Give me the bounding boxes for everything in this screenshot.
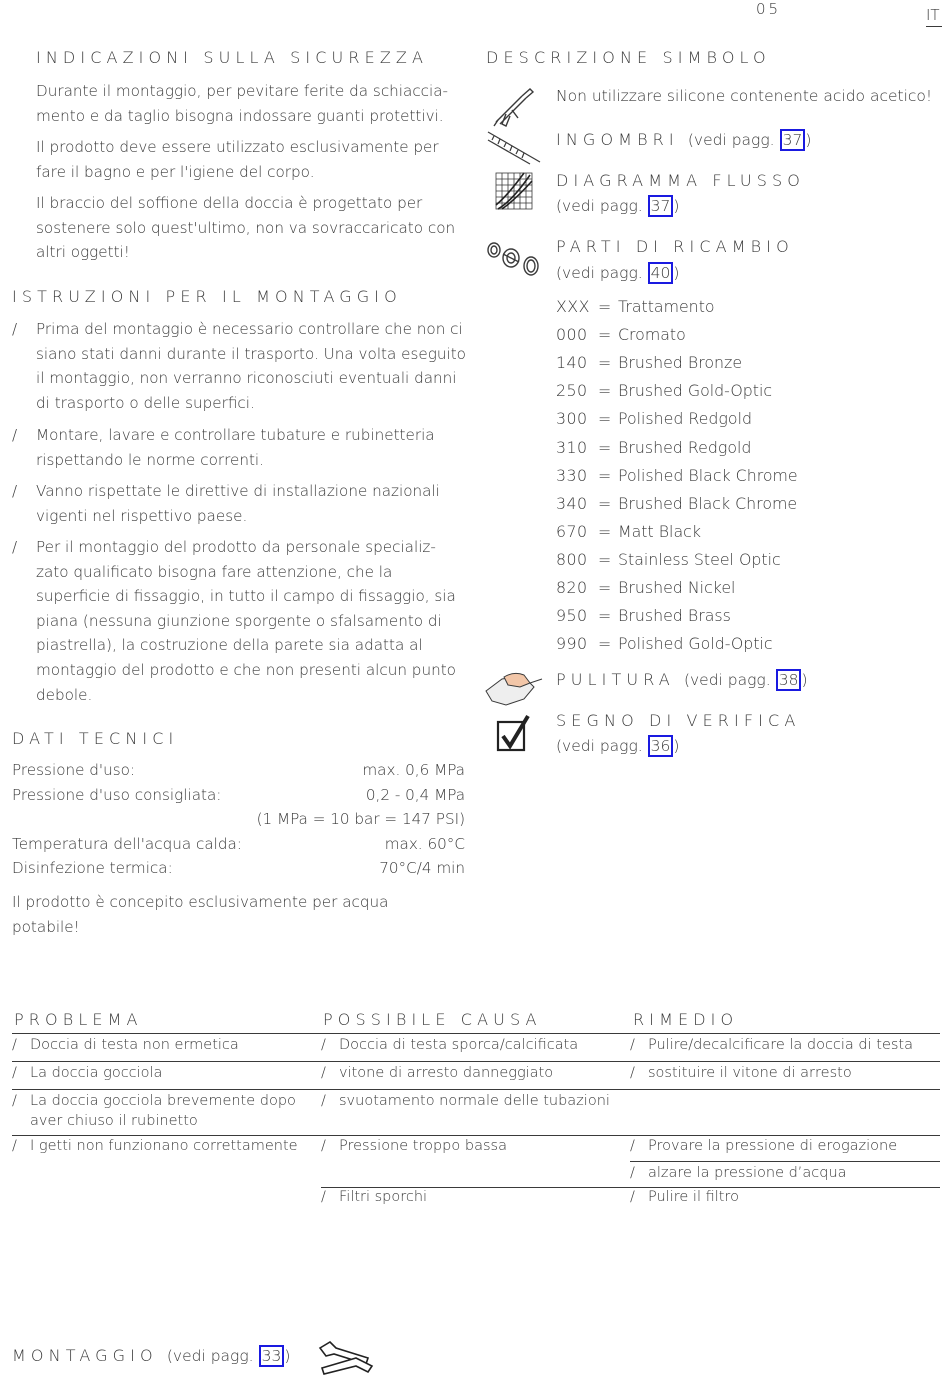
bullet: / (630, 1165, 635, 1181)
problem-text: La doccia gocciola (30, 1065, 163, 1081)
tech-value: 70°C/4 min (379, 859, 465, 877)
equals-sign: = (598, 409, 612, 428)
finish-code-row (556, 606, 731, 625)
cause-cell (321, 1136, 621, 1156)
verification-page-link[interactable]: 36 (648, 735, 674, 757)
technical-data-heading: DATI TECNICI (12, 729, 179, 748)
finish-code: XXX (556, 297, 590, 316)
remedy-cell (630, 1163, 940, 1183)
cause-text: Doccia di testa sporca/calcificata (339, 1037, 579, 1053)
finish-name: Polished Gold-Optic (618, 634, 773, 653)
finish-code: 140 (556, 353, 588, 372)
finish-code: 820 (556, 578, 588, 597)
cause-text: Filtri sporchi (339, 1189, 428, 1205)
cleaning-page-link[interactable]: 38 (776, 669, 802, 691)
finish-code-row (556, 409, 752, 428)
problem-cell (12, 1091, 312, 1131)
remedy-text: Pulire il filtro (648, 1189, 739, 1205)
remedy-text: sostituire il vitone di arresto (648, 1065, 852, 1081)
finish-code-row (556, 381, 772, 400)
silicone-note: Non utilizzare silicone contenente acido acetico! (556, 87, 933, 105)
finish-code: 330 (556, 466, 588, 485)
problem-cell (12, 1063, 312, 1083)
cause-cell (321, 1063, 621, 1083)
finish-name: Stainless Steel Optic (618, 550, 781, 569)
cleaning-label: PULITURA (556, 670, 675, 689)
checkmark-box-icon (494, 712, 534, 754)
problem-text: Doccia di testa non ermetica (30, 1037, 239, 1053)
safety-paragraph-3: Il braccio del soffione della doccia è progettato per sostenere solo quest'ultimo, non va sovraccaricato con altri oggetti! (36, 194, 456, 262)
bullet: / (12, 538, 18, 556)
bullet: / (12, 482, 18, 500)
table-divider (12, 1089, 940, 1090)
bullet: / (321, 1189, 326, 1205)
assembly-page-link[interactable]: 33 (259, 1345, 285, 1367)
equals-sign: = (598, 297, 612, 316)
language-tag: IT (926, 6, 942, 27)
table-divider (630, 1161, 940, 1162)
flow-diagram-page (556, 195, 679, 217)
finish-name: Cromato (618, 325, 686, 344)
tech-row (12, 810, 465, 828)
equals-sign: = (598, 522, 612, 541)
instruction-text: Montare, lavare e controllare tubature e rubinetteria rispettando le norme correnti. (36, 426, 435, 469)
finish-code: 800 (556, 550, 588, 569)
tech-value: (1 MPa = 10 bar = 147 PSI) (256, 810, 465, 828)
bullet: / (12, 320, 18, 338)
equals-sign: = (598, 606, 612, 625)
bullet: / (630, 1138, 635, 1154)
verification-title: SEGNO DI VERIFICA (556, 711, 801, 730)
equals-sign: = (598, 578, 612, 597)
silicone-gun-icon (492, 86, 536, 128)
bullet: / (12, 1093, 17, 1109)
finish-code-row (556, 578, 735, 597)
cause-text: Pressione troppo bassa (339, 1138, 507, 1154)
cleaning-hand-icon (484, 669, 544, 709)
page-number: 05 (756, 0, 782, 18)
see-page-text: (vedi pagg. (556, 197, 643, 215)
close-paren: ) (284, 1347, 291, 1365)
finish-name: Brushed Redgold (618, 438, 752, 457)
bullet: / (321, 1093, 326, 1109)
instruction-text: Vanno rispettate le direttive di installazione nazionali vigenti nel rispettivo paese. (36, 482, 440, 525)
see-page-text: (vedi pagg. (683, 671, 771, 689)
equals-sign: = (598, 466, 612, 485)
finish-code-row (556, 522, 701, 541)
assembly-instructions-heading: ISTRUZIONI PER IL MONTAGGIO (12, 287, 402, 306)
equals-sign: = (598, 325, 612, 344)
table-divider (12, 1033, 940, 1034)
cause-text: vitone di arresto danneggiato (339, 1065, 554, 1081)
remedy-column-header: RIMEDIO (633, 1010, 739, 1029)
finish-code: 300 (556, 409, 588, 428)
remedy-cell (630, 1063, 940, 1083)
problem-text: I getti non funzionano correttamente (30, 1138, 298, 1154)
table-divider (12, 1061, 940, 1062)
flow-diagram-icon (494, 171, 534, 211)
assembly-label: MONTAGGIO (12, 1346, 158, 1365)
ruler-icon (486, 128, 542, 166)
cause-text: svuotamento normale delle tubazioni (339, 1093, 610, 1109)
tech-label: Pressione d'uso consigliata: (12, 786, 222, 804)
drinking-water-note: Il prodotto è concepito esclusivamente per acqua potabile! (12, 893, 389, 936)
equals-sign: = (598, 438, 612, 457)
problem-column-header: PROBLEMA (14, 1010, 143, 1029)
instruction-text: Per il montaggio del prodotto da personale specializ-zato qualificato bisogna fare attenzione, che la superficie di fissaggio, in tutto il campo di fissaggio, sia piana (nessuna giunzione sporgente o sfalsamento di piastrella), la costruzione della parete sia adatta al montaggio del prodotto e che non presenti alcun punto debole. (36, 538, 456, 704)
close-paren: ) (801, 671, 808, 689)
equals-sign: = (598, 550, 612, 569)
finish-name: Trattamento (618, 297, 715, 316)
cleaning-row (556, 669, 808, 691)
finish-code-row (556, 466, 798, 485)
tech-row (12, 761, 465, 779)
finish-code: 250 (556, 381, 588, 400)
bullet: / (630, 1065, 635, 1081)
cause-cell (321, 1187, 621, 1207)
spare-parts-page-link[interactable]: 40 (648, 262, 674, 284)
finish-code: 340 (556, 494, 588, 513)
close-paren: ) (673, 737, 680, 755)
close-paren: ) (805, 131, 812, 149)
instruction-text: Prima del montaggio è necessario controllare che non ci siano stati danni durante il trasporto. Una volta eseguito il montaggio, non verranno riconosciuti eventuali danni di trasporto o delle superfici. (36, 320, 466, 412)
bullet: / (12, 1065, 17, 1081)
bullet: / (12, 1138, 17, 1154)
tech-value: max. 60°C (384, 835, 465, 853)
verification-page (556, 735, 679, 757)
remedy-text: Pulire/decalcificare la doccia di testa (648, 1037, 914, 1053)
finish-name: Brushed Brass (618, 606, 731, 625)
finish-code-row (556, 325, 686, 344)
finish-code-row (556, 550, 781, 569)
finish-name: Brushed Nickel (618, 578, 736, 597)
symbols-heading: DESCRIZIONE SIMBOLO (486, 48, 771, 67)
bullet: / (12, 426, 18, 444)
dimensions-page-link[interactable]: 37 (780, 129, 806, 151)
finish-code-row (556, 297, 715, 316)
finish-name: Matt Black (618, 522, 701, 541)
tech-value: 0,2 - 0,4 MPa (365, 786, 465, 804)
tech-label: Pressione d'uso: (12, 761, 136, 779)
bullet: / (321, 1037, 326, 1053)
close-paren: ) (673, 197, 680, 215)
bullet: / (630, 1037, 635, 1053)
bullet: / (321, 1065, 326, 1081)
cause-column-header: POSSIBILE CAUSA (323, 1010, 542, 1029)
tech-row (12, 786, 465, 804)
safety-heading: INDICAZIONI SULLA SICUREZZA (36, 48, 429, 67)
finish-name: Brushed Bronze (618, 353, 743, 372)
problem-cell (12, 1035, 312, 1055)
finish-code: 000 (556, 325, 588, 344)
see-page-text: (vedi pagg. (687, 131, 775, 149)
flow-diagram-label (556, 171, 805, 190)
remedy-cell (630, 1035, 940, 1055)
tech-row (12, 835, 465, 853)
finish-code-row (556, 438, 751, 457)
cause-cell (321, 1035, 621, 1055)
equals-sign: = (598, 494, 612, 513)
finish-code-row (556, 634, 773, 653)
equals-sign: = (598, 381, 612, 400)
tech-row (12, 859, 465, 877)
spare-parts-title: PARTI DI RICAMBIO (556, 237, 794, 256)
safety-paragraph-1: Durante il montaggio, per pevitare ferite da schiaccia-mento e da taglio bisogna indossare guanti protettivi. (36, 82, 449, 125)
remedy-text: Provare la pressione di erogazione (648, 1138, 898, 1154)
see-page-text: (vedi pagg. (556, 264, 643, 282)
wrench-icon (316, 1338, 376, 1376)
dimensions-row (556, 129, 811, 151)
spare-parts-icon (485, 238, 543, 280)
finish-code: 670 (556, 522, 588, 541)
bullet: / (321, 1138, 326, 1154)
spare-parts-page (556, 262, 679, 284)
see-page-text: (vedi pagg. (166, 1347, 254, 1365)
dimensions-label: INGOMBRI (556, 130, 679, 149)
problem-text: La doccia gocciola brevemente dopo aver chiuso il rubinetto (30, 1093, 296, 1129)
equals-sign: = (598, 634, 612, 653)
finish-code: 990 (556, 634, 588, 653)
verification-label (556, 711, 800, 730)
finish-code-row (556, 494, 797, 513)
cause-cell (321, 1091, 621, 1111)
safety-paragraph-2: Il prodotto deve essere utilizzato esclusivamente per fare il bagno e per l'igiene del corpo. (36, 138, 439, 181)
assembly-row (12, 1345, 290, 1367)
close-paren: ) (673, 264, 680, 282)
flow-diagram-title: DIAGRAMMA FLUSSO (556, 171, 806, 190)
finish-name: Polished Black Chrome (618, 466, 798, 485)
remedy-cell (630, 1187, 940, 1207)
finish-name: Brushed Black Chrome (618, 494, 798, 513)
equals-sign: = (598, 353, 612, 372)
bullet: / (630, 1189, 635, 1205)
bullet: / (12, 1037, 17, 1053)
remedy-text: alzare la pressione d’acqua (648, 1165, 847, 1181)
problem-cell (12, 1136, 312, 1156)
spare-parts-label (556, 237, 794, 256)
tech-value: max. 0,6 MPa (362, 761, 465, 779)
finish-code: 950 (556, 606, 588, 625)
finish-code-row (556, 353, 742, 372)
remedy-cell (630, 1136, 940, 1156)
tech-label: Disinfezione termica: (12, 859, 173, 877)
finish-code: 310 (556, 438, 588, 457)
finish-name: Brushed Gold-Optic (618, 381, 773, 400)
flow-diagram-page-link[interactable]: 37 (648, 195, 674, 217)
tech-label: Temperatura dell'acqua calda: (12, 835, 242, 853)
finish-name: Polished Redgold (618, 409, 752, 428)
see-page-text: (vedi pagg. (556, 737, 643, 755)
